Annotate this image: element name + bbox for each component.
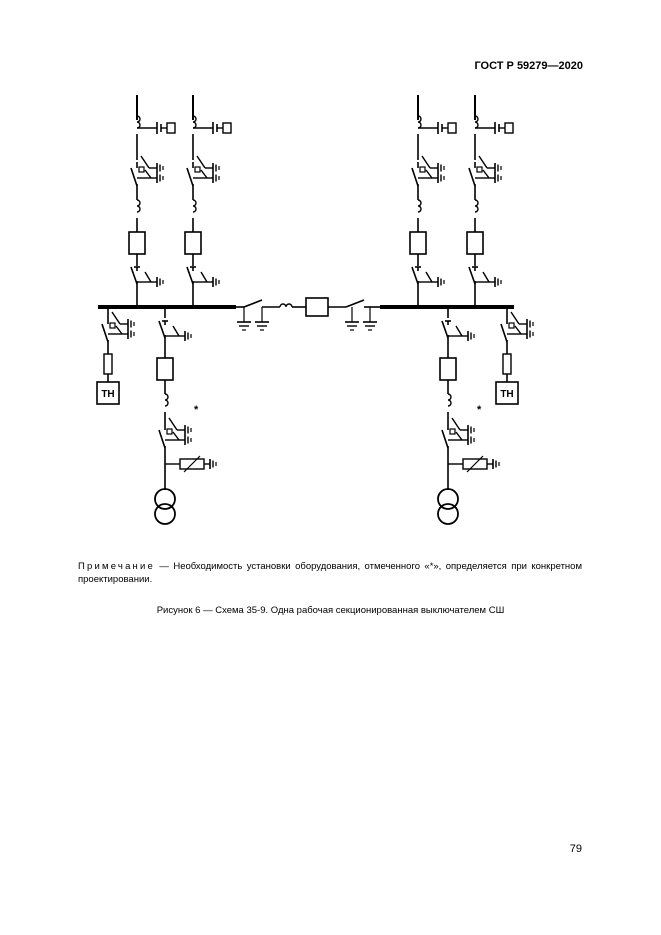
vt-label-right: ТН — [500, 389, 514, 400]
optional-marker-left: * — [194, 404, 199, 416]
optional-marker-right: * — [477, 404, 482, 416]
note-text: — Необходимость установки оборудования, отмеченного «*», определяется при конкретном проектировании. — [78, 561, 582, 585]
figure-caption: Рисунок 6 — Схема 35-9. Одна рабочая секционированная выключателем СШ — [156, 605, 505, 616]
single-line-diagram — [0, 80, 661, 530]
note-label: Примечание — [78, 561, 155, 572]
standard-code: ГОСТ Р 59279—2020 — [474, 60, 583, 72]
figure-note — [78, 560, 582, 586]
vt-label-left: ТН — [101, 389, 115, 400]
page-number: 79 — [569, 843, 582, 855]
